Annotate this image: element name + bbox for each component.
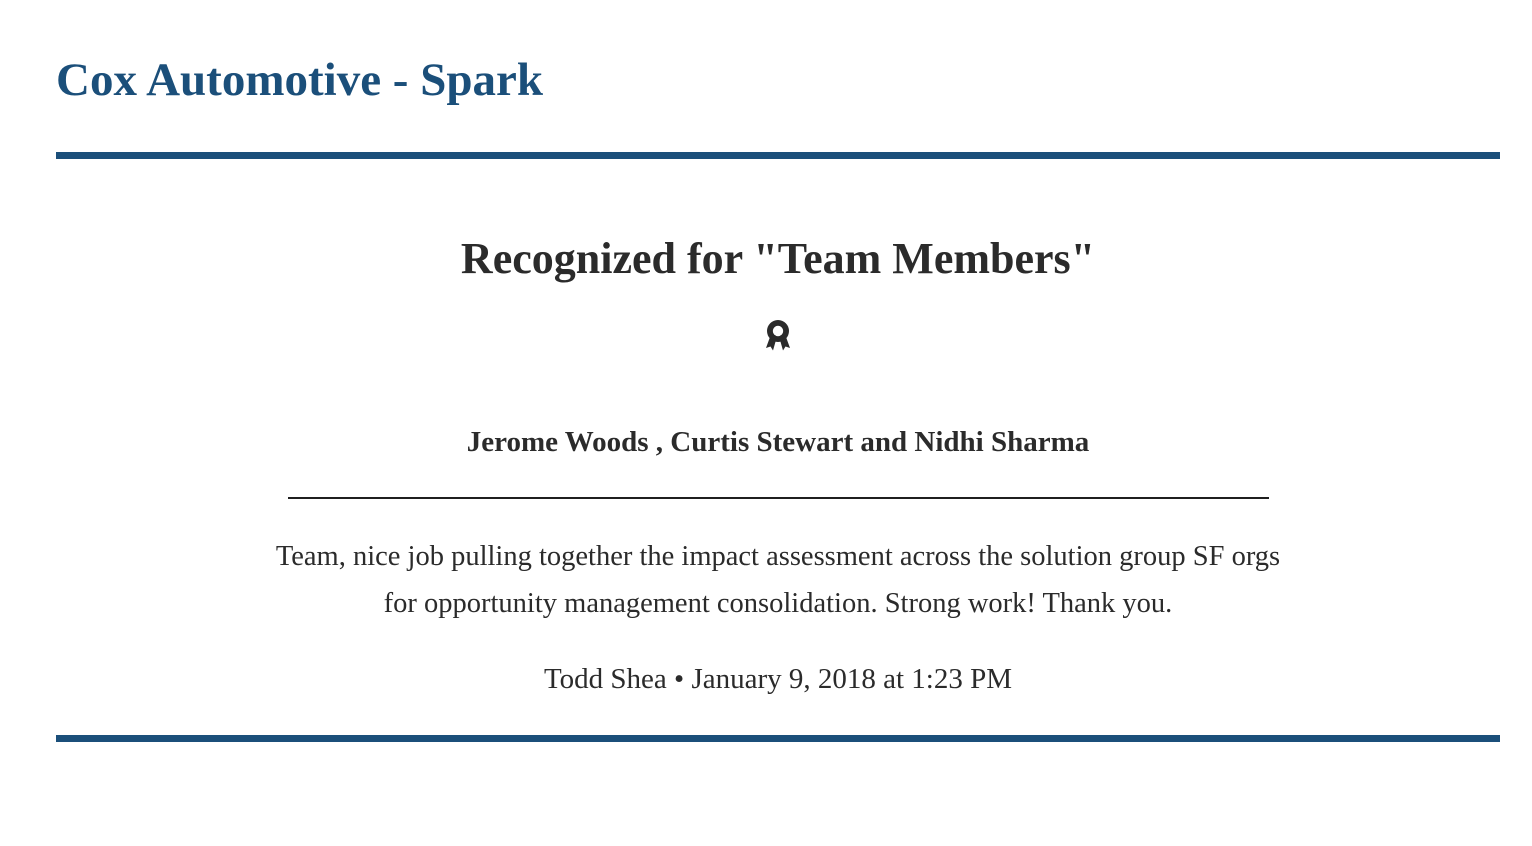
- award-ribbon-icon: [763, 319, 793, 353]
- header-divider: [56, 152, 1500, 159]
- recognition-message: Team, nice job pulling together the impact assessment across the solution group SF orgs for opportunity management consolidation. Strong work! Thank you.: [275, 541, 1281, 619]
- recognition-card: [56, 159, 1500, 735]
- bullet-separator: •: [674, 663, 685, 695]
- attribution: [56, 659, 1500, 699]
- timestamp: January 9, 2018 at 1:23 PM: [691, 663, 1013, 695]
- footer-divider: [56, 735, 1500, 742]
- author-name: Todd Shea: [543, 663, 667, 695]
- recognition-title: Recognized for "Team Members": [460, 234, 1096, 283]
- content-divider: [288, 497, 1269, 499]
- brand-title: Cox Automotive - Spark: [56, 54, 543, 106]
- recipients-names: Jerome Woods , Curtis Stewart and Nidhi Sharma: [466, 426, 1090, 458]
